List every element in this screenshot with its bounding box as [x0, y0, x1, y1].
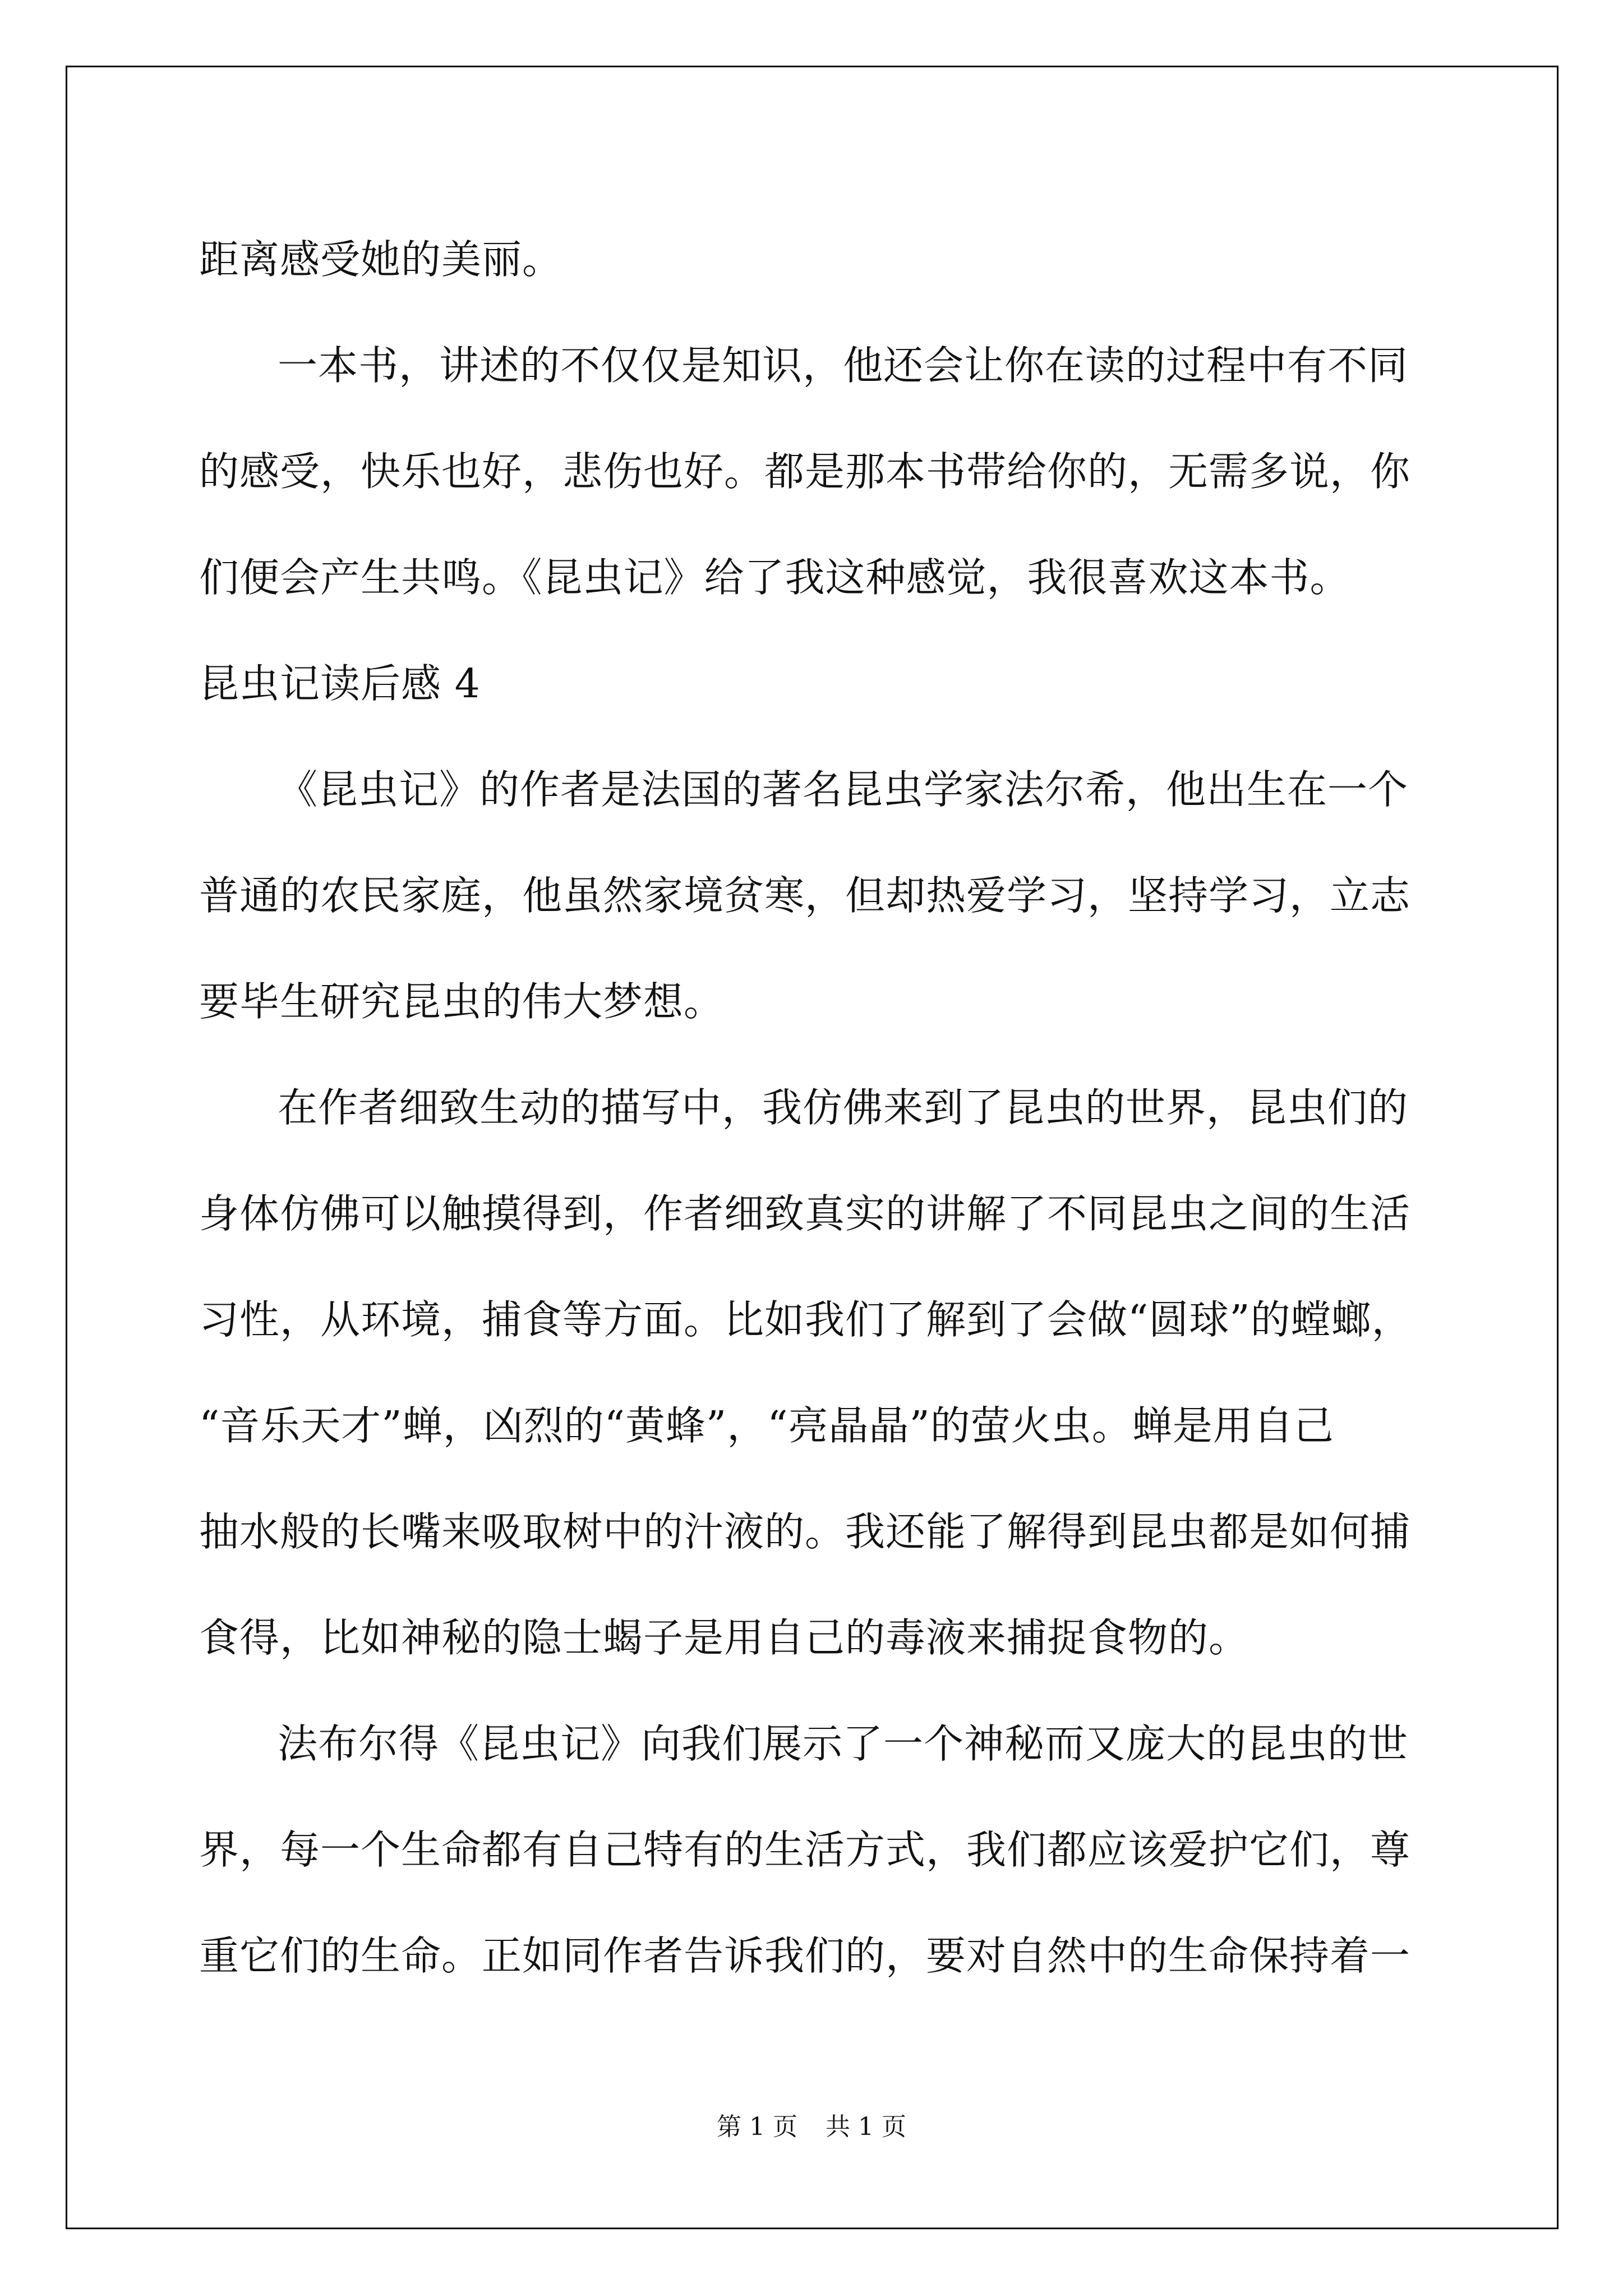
text-line: 的感受，快乐也好，悲伤也好。都是那本书带给你的，无需多说，你	[199, 448, 1411, 495]
text-line: 们便会产生共鸣。《昆虫记》给了我这种感觉，我很喜欢这本书。	[199, 554, 1350, 601]
text-line: 距离感受她的美丽。	[199, 236, 563, 283]
text-line: 抽水般的长嘴来吸取树中的汁液的。我还能了解得到昆虫都是如何捕	[199, 1508, 1411, 1555]
text-line: “音乐天才”蝉，凶烈的“黄蜂”，“亮晶晶”的萤火虫。蝉是用自己	[199, 1402, 1334, 1449]
page-total: 共 1 页	[826, 2113, 906, 2141]
text-line: 习性，从环境，捕食等方面。比如我们了解到了会做“圆球”的螳螂，	[199, 1296, 1412, 1343]
text-line: 普通的农民家庭，他虽然家境贫寒，但却热爱学习，坚持学习，立志	[199, 872, 1411, 919]
document-body	[199, 206, 1433, 2009]
page-number: 第 1 页	[717, 2113, 797, 2141]
page-footer	[0, 2106, 1623, 2142]
text-line: 食得，比如神秘的隐士蝎子是用自己的毒液来捕捉食物的。	[199, 1614, 1249, 1661]
text-line: 法布尔得《昆虫记》向我们展示了一个神秘而又庞大的昆虫的世	[278, 1720, 1409, 1767]
text-line: 身体仿佛可以触摸得到，作者细致真实的讲解了不同昆虫之间的生活	[199, 1190, 1411, 1237]
section-heading: 昆虫记读后感 4	[199, 660, 481, 707]
text-line: 界，每一个生命都有自己特有的生活方式，我们都应该爱护它们，尊	[199, 1826, 1411, 1873]
text-line: 在作者细致生动的描写中，我仿佛来到了昆虫的世界，昆虫们的	[278, 1084, 1409, 1131]
text-line: 《昆虫记》的作者是法国的著名昆虫学家法尔希，他出生在一个	[278, 766, 1409, 813]
text-line: 一本书，讲述的不仅仅是知识，他还会让你在读的过程中有不同	[278, 342, 1409, 389]
text-line: 要毕生研究昆虫的伟大梦想。	[199, 978, 725, 1025]
text-line: 重它们的生命。正如同作者告诉我们的，要对自然中的生命保持着一	[199, 1932, 1411, 1979]
